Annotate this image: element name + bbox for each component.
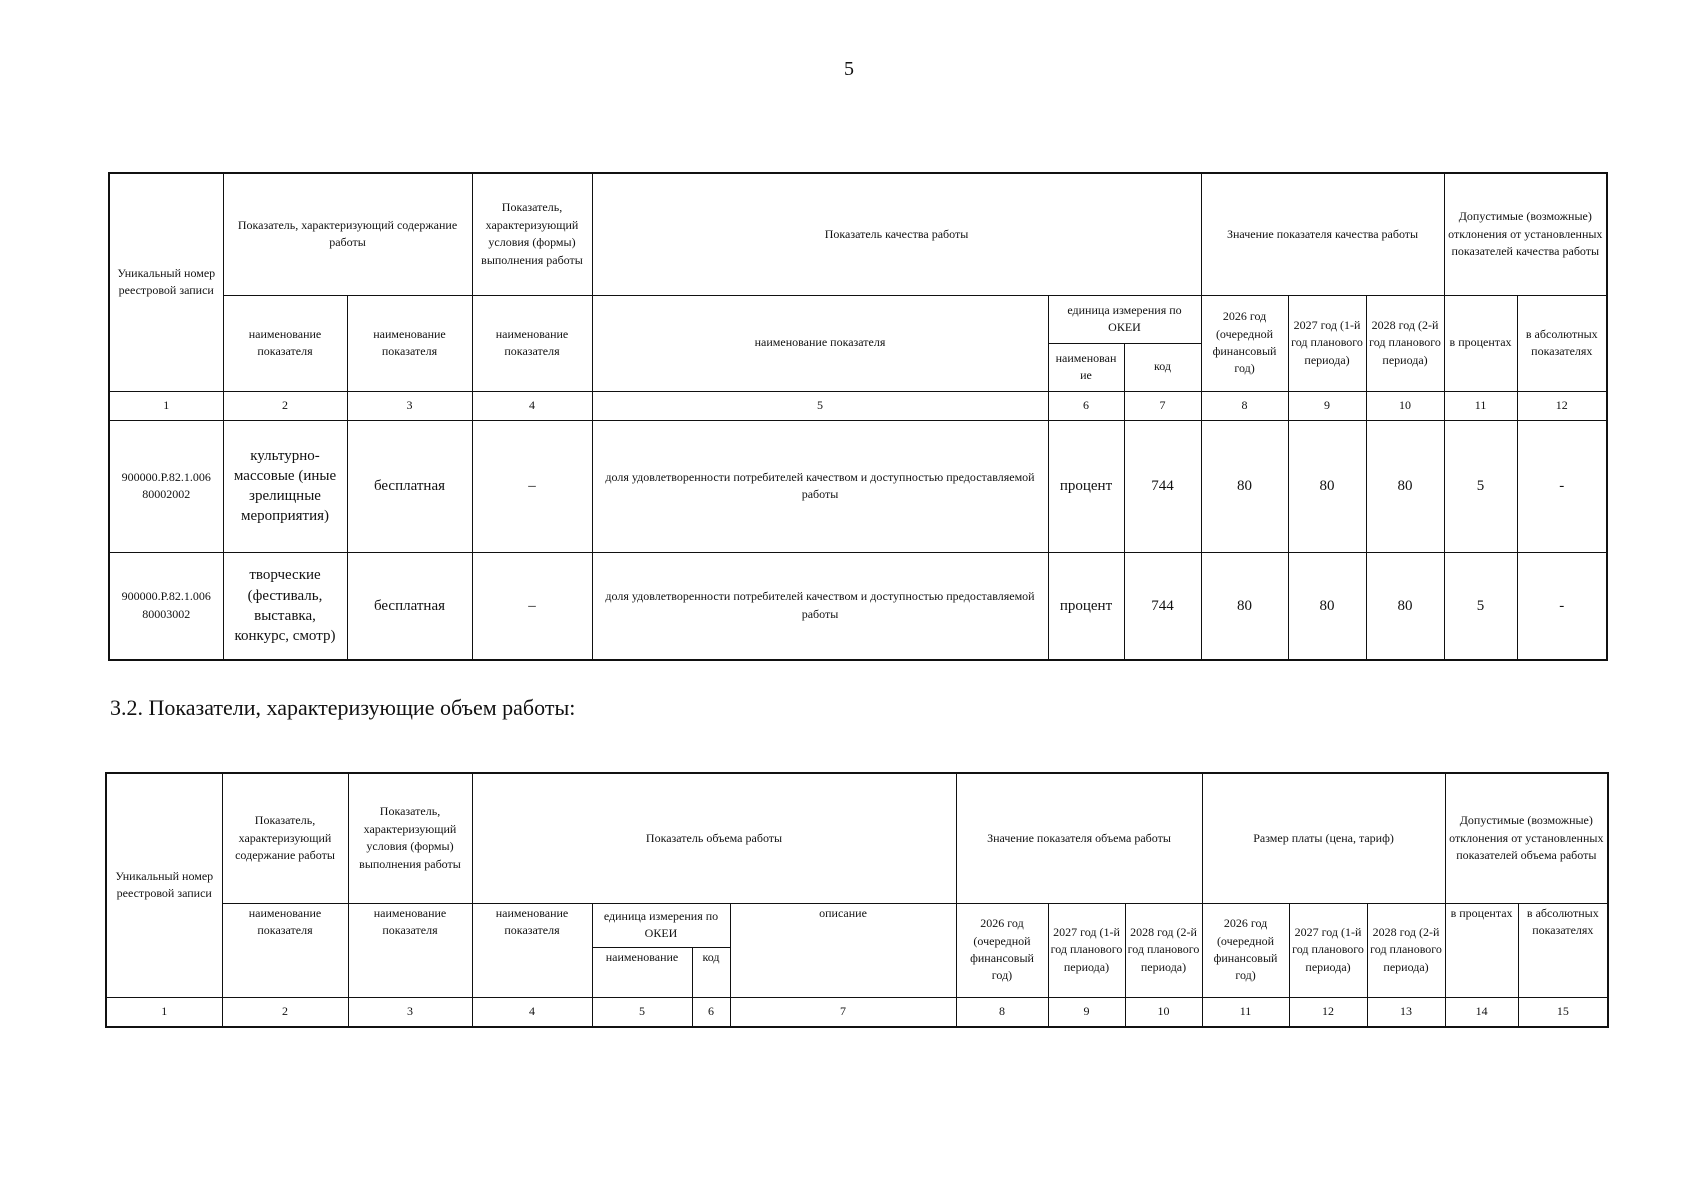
page-number: 5	[844, 58, 854, 80]
value-2028: 80	[1366, 420, 1444, 552]
value-2026: 80	[1201, 552, 1288, 660]
column-number: 5	[592, 997, 692, 1027]
deviation-percent: 5	[1444, 420, 1517, 552]
condition-name: бесплатная	[347, 552, 472, 660]
condition-name: бесплатная	[347, 420, 472, 552]
header-percent: в процентах	[1445, 903, 1518, 997]
header-allowed-deviation: Допустимые (возможные) отклонения от установленных показателей качества работы	[1444, 173, 1607, 295]
column-number: 11	[1444, 391, 1517, 420]
registry-id: 900000.Р.82.1.006 80003002	[109, 552, 223, 660]
deviation-absolute: -	[1517, 420, 1607, 552]
header-unit-code: код	[1124, 343, 1201, 391]
column-number: 6	[1048, 391, 1124, 420]
header-registry-id: Уникальный номер реестровой записи	[109, 173, 223, 391]
unit-name: процент	[1048, 420, 1124, 552]
unit-code: 744	[1124, 552, 1201, 660]
header-indicator-name-3: наименование показателя	[472, 295, 592, 391]
column-number: 11	[1202, 997, 1289, 1027]
header-quality-value: Значение показателя качества работы	[1201, 173, 1444, 295]
column-number: 12	[1517, 391, 1607, 420]
header-unit-code: код	[692, 947, 730, 997]
header-quality-indicator: Показатель качества работы	[592, 173, 1201, 295]
header-unit-name: наименование	[592, 947, 692, 997]
column-number: 14	[1445, 997, 1518, 1027]
column-number: 2	[223, 391, 347, 420]
value-2028: 80	[1366, 552, 1444, 660]
header-year-2028: 2028 год (2-й год планового периода)	[1366, 295, 1444, 391]
header-year-2027: 2027 год (1-й год планового периода)	[1048, 903, 1125, 997]
column-number: 9	[1288, 391, 1366, 420]
value-2027: 80	[1288, 420, 1366, 552]
column-number: 10	[1366, 391, 1444, 420]
column-number: 6	[692, 997, 730, 1027]
header-indicator-name-1: наименование показателя	[223, 295, 347, 391]
header-indicator-name: наименование показателя	[592, 295, 1048, 391]
content-name: культурно-массовые (иные зрелищные мероприятия)	[223, 420, 347, 552]
indicator-name-3: –	[472, 420, 592, 552]
header-volume-value: Значение показателя объема работы	[956, 773, 1202, 903]
header-indicator-name-2: наименование показателя	[347, 295, 472, 391]
column-number: 7	[730, 997, 956, 1027]
header-volume-indicator: Показатель объема работы	[472, 773, 956, 903]
column-number: 9	[1048, 997, 1125, 1027]
header-condition-indicator: Показатель, характеризующий условия (формы) выполнения работы	[348, 773, 472, 903]
header-absolute: в абсолютных показателях	[1518, 903, 1608, 997]
header-content-indicator: Показатель, характеризующий содержание работы	[222, 773, 348, 903]
unit-code: 744	[1124, 420, 1201, 552]
column-number: 13	[1367, 997, 1445, 1027]
quality-indicator: доля удовлетворенности потребителей качеством и доступностью предоставляемой работы	[592, 420, 1048, 552]
column-number: 7	[1124, 391, 1201, 420]
table-row	[109, 552, 1607, 660]
header-condition-indicator: Показатель, характеризующий условия (формы) выполнения работы	[472, 173, 592, 295]
header-indicator-name-2: наименование показателя	[348, 903, 472, 997]
column-number: 3	[348, 997, 472, 1027]
header-year-2028: 2028 год (2-й год планового периода)	[1125, 903, 1202, 997]
column-number: 15	[1518, 997, 1608, 1027]
column-number: 4	[472, 391, 592, 420]
header-absolute: в абсолютных показателях	[1517, 295, 1607, 391]
header-year-2027: 2027 год (1-й год планового периода)	[1288, 295, 1366, 391]
header-fee-2026: 2026 год (очередной финансовый год)	[1202, 903, 1289, 997]
column-number: 12	[1289, 997, 1367, 1027]
header-allowed-deviation: Допустимые (возможные) отклонения от установленных показателей объема работы	[1445, 773, 1608, 903]
header-fee-2028: 2028 год (2-й год планового периода)	[1367, 903, 1445, 997]
header-fee: Размер платы (цена, тариф)	[1202, 773, 1445, 903]
column-number: 2	[222, 997, 348, 1027]
deviation-absolute: -	[1517, 552, 1607, 660]
header-year-2026: 2026 год (очередной финансовый год)	[956, 903, 1048, 997]
header-percent: в процентах	[1444, 295, 1517, 391]
unit-name: процент	[1048, 552, 1124, 660]
value-2027: 80	[1288, 552, 1366, 660]
column-number: 4	[472, 997, 592, 1027]
header-description: описание	[730, 903, 956, 997]
quality-indicator: доля удовлетворенности потребителей качеством и доступностью предоставляемой работы	[592, 552, 1048, 660]
section-title: 3.2. Показатели, характеризующие объем работы:	[110, 695, 576, 720]
header-unit-name: наименован ие	[1048, 343, 1124, 391]
registry-id: 900000.Р.82.1.006 80002002	[109, 420, 223, 552]
column-number: 8	[956, 997, 1048, 1027]
column-number: 10	[1125, 997, 1202, 1027]
header-registry-id: Уникальный номер реестровой записи	[106, 773, 222, 997]
header-indicator-name-3: наименование показателя	[472, 903, 592, 997]
column-number: 1	[109, 391, 223, 420]
header-unit-okei: единица измерения по ОКЕИ	[592, 903, 730, 947]
header-unit-okei: единица измерения по ОКЕИ	[1048, 295, 1201, 343]
indicator-name-3: –	[472, 552, 592, 660]
value-2026: 80	[1201, 420, 1288, 552]
column-numbers-row	[106, 997, 1608, 1027]
header-content-indicator: Показатель, характеризующий содержание работы	[223, 173, 472, 295]
column-number: 8	[1201, 391, 1288, 420]
column-number: 5	[592, 391, 1048, 420]
column-numbers-row	[109, 391, 1607, 420]
content-name: творческие (фестиваль, выставка, конкурс, смотр)	[223, 552, 347, 660]
header-fee-2027: 2027 год (1-й год планового периода)	[1289, 903, 1367, 997]
column-number: 1	[106, 997, 222, 1027]
header-indicator-name-1: наименование показателя	[222, 903, 348, 997]
volume-indicators-table	[105, 772, 1609, 1028]
header-year-2026: 2026 год (очередной финансовый год)	[1201, 295, 1288, 391]
quality-indicators-table	[108, 172, 1608, 661]
table-row	[109, 420, 1607, 552]
deviation-percent: 5	[1444, 552, 1517, 660]
column-number: 3	[347, 391, 472, 420]
